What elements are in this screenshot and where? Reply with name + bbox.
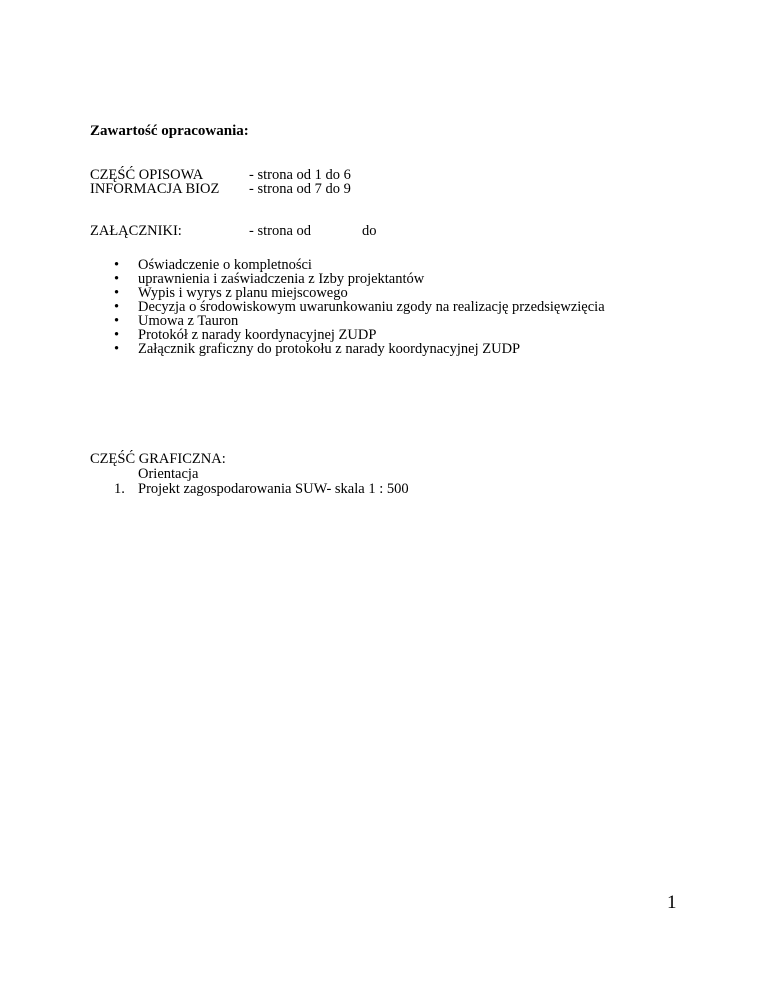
graphic-item-number: 1. — [114, 481, 125, 497]
graphic-heading: CZĘŚĆ GRAFICZNA: — [90, 451, 226, 467]
graphic-item-text: Projekt zagospodarowania SUW- skala 1 : 500 — [138, 481, 409, 497]
bullet-icon: • — [114, 327, 120, 343]
list-item-text: Wypis i wyrys z planu miejscowego — [138, 285, 348, 301]
bullet-icon: • — [114, 285, 120, 301]
part-label: CZĘŚĆ OPISOWA — [90, 167, 204, 183]
part-range: - strona od 1 do 6 — [249, 167, 351, 183]
list-item-text: Załącznik graficzny do protokołu z narady koordynacyjnej ZUDP — [138, 341, 521, 357]
list-item-text: uprawnienia i zaświadczenia z Izby projektantów — [138, 271, 425, 287]
bullet-icon: • — [114, 257, 120, 273]
attachments-label: ZAŁĄCZNIKI: — [90, 223, 182, 239]
list-item — [114, 341, 605, 355]
list-item-text: Protokół z narady koordynacyjnej ZUDP — [138, 327, 377, 343]
list-item — [114, 285, 605, 299]
attachments-list — [114, 257, 605, 355]
part-label: INFORMACJA BIOZ — [90, 181, 220, 197]
list-item — [114, 271, 605, 285]
list-item-text: Decyzja o środowiskowym uwarunkowaniu zgody na realizację przedsięwzięcia — [138, 299, 605, 315]
list-item-text: Oświadczenie o kompletności — [138, 257, 312, 273]
page-number: 1 — [667, 892, 677, 913]
bullet-icon: • — [114, 299, 120, 315]
part-range: - strona od 7 do 9 — [249, 181, 351, 197]
bullet-icon: • — [114, 271, 120, 287]
graphic-orientation: Orientacja — [138, 466, 199, 482]
list-item — [114, 299, 605, 313]
list-item — [114, 257, 605, 271]
attachments-range-end: do — [362, 223, 377, 239]
list-item-text: Umowa z Tauron — [138, 313, 239, 329]
bullet-icon: • — [114, 341, 120, 357]
list-item — [114, 313, 605, 327]
list-item — [114, 327, 605, 341]
attachments-range: - strona od — [249, 223, 312, 239]
bullet-icon: • — [114, 313, 120, 329]
document-title: Zawartość opracowania: — [90, 123, 249, 139]
